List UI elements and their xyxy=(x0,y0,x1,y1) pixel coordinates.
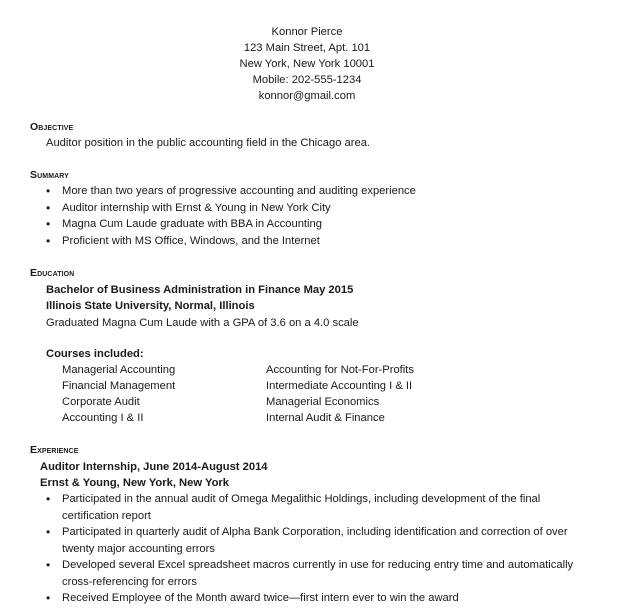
course-item: Corporate Audit xyxy=(62,396,140,408)
experience-heading: Experience xyxy=(30,444,79,456)
course-item: Accounting for Not-For-Profits xyxy=(266,364,414,376)
courses-left-column xyxy=(62,362,175,426)
summary-item: • Proficient with MS Office, Windows, and the Internet xyxy=(46,233,416,250)
mobile-phone: Mobile: 202-555-1234 xyxy=(252,74,362,86)
summary-item: • More than two years of progressive accounting and auditing experience xyxy=(46,183,416,200)
city-state-zip: New York, New York 10001 xyxy=(239,58,375,70)
course-item: Managerial Accounting xyxy=(62,364,176,376)
summary-item: • Auditor internship with Ernst & Young in New York City xyxy=(46,200,416,217)
summary-heading: Summary xyxy=(30,169,69,181)
objective-text: Auditor position in the public accounting field in the Chicago area. xyxy=(46,137,371,149)
summary-item: • Magna Cum Laude graduate with BBA in Accounting xyxy=(46,216,416,233)
summary-list xyxy=(46,183,416,249)
courses-label: Courses included: xyxy=(46,348,144,360)
employer-line: Ernst & Young, New York, New York xyxy=(40,477,229,489)
contact-header xyxy=(0,24,614,104)
degree-line: Bachelor of Business Administration in Finance May 2015 xyxy=(46,284,354,296)
education-heading: Education xyxy=(30,267,75,279)
email-address: konnor@gmail.com xyxy=(258,90,356,102)
course-item: Intermediate Accounting I & II xyxy=(266,380,413,392)
experience-item: • Participated in quarterly audit of Alpha Bank Corporation, including identification and correction of over twenty major accounting errors xyxy=(46,524,592,557)
gpa-line: Graduated Magna Cum Laude with a GPA of 3.6 on a 4.0 scale xyxy=(46,317,359,329)
street-address: 123 Main Street, Apt. 101 xyxy=(243,42,371,54)
experience-item: • Participated in the annual audit of Omega Megalithic Holdings, including development of the final certification report xyxy=(46,491,592,524)
objective-heading: Objective xyxy=(30,121,74,133)
course-item: Managerial Economics xyxy=(266,396,380,408)
job-title: Auditor Internship, June 2014-August 2014 xyxy=(40,461,268,473)
course-item: Internal Audit & Finance xyxy=(266,412,385,424)
experience-item: • Received Employee of the Month award twice—first intern ever to win the award xyxy=(46,590,592,607)
courses-right-column xyxy=(266,362,414,426)
school-line: Illinois State University, Normal, Illinois xyxy=(46,300,255,312)
candidate-name: Konnor Pierce xyxy=(271,26,343,38)
course-item: Financial Management xyxy=(62,380,176,392)
experience-item: • Developed several Excel spreadsheet macros currently in use for reducing entry time and automatically cross-referencing for errors xyxy=(46,557,592,590)
experience-list xyxy=(46,491,592,607)
course-item: Accounting I & II xyxy=(62,412,144,424)
